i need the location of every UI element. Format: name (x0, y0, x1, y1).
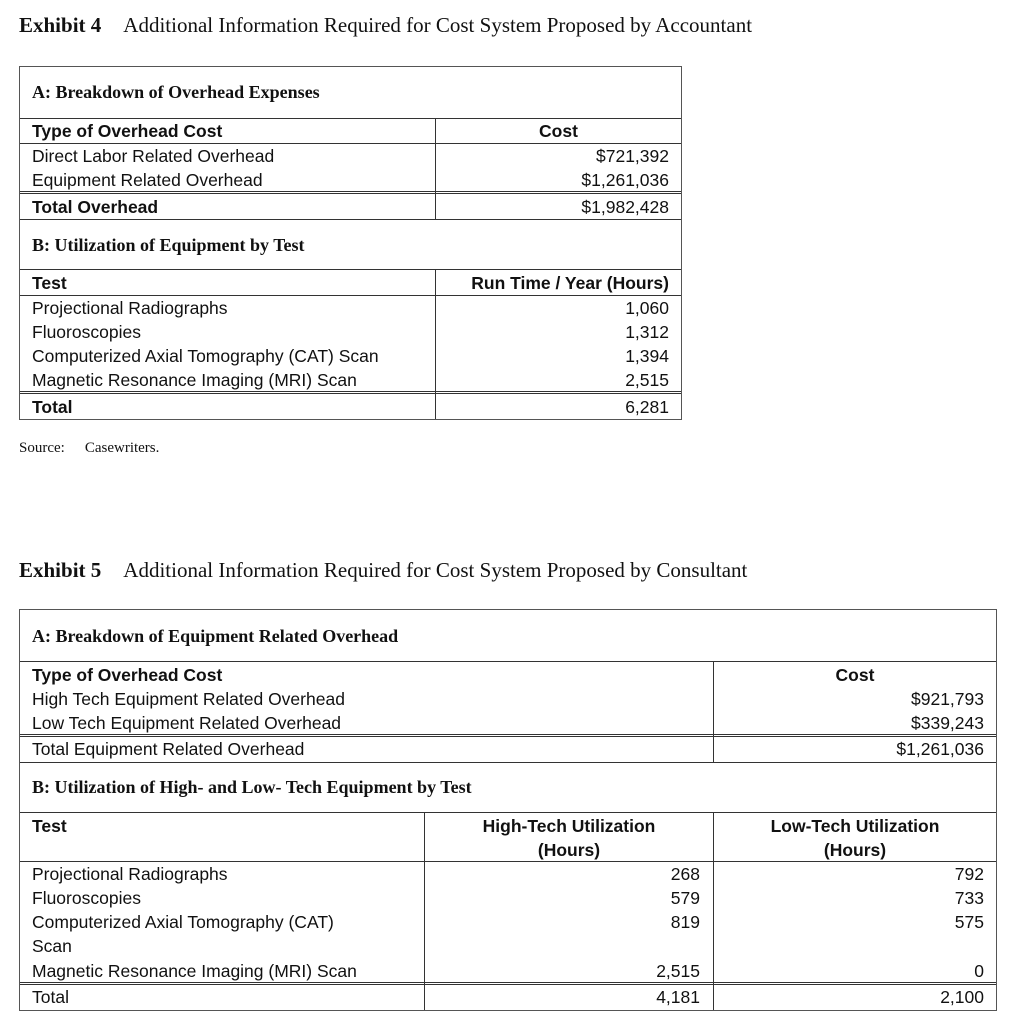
exhibit5-label: Exhibit 5 (19, 558, 102, 582)
exhibit5-A-total-value: $1,261,036 (896, 739, 984, 759)
exhibit4-B-row3-value: 1,394 (625, 346, 669, 366)
exhibit4-A-row1-value: $721,392 (596, 146, 669, 166)
exhibit5-A-col1-header: Type of Overhead Cost (32, 665, 223, 685)
exhibit4-sectionA-title: A: Breakdown of Overhead Expenses (32, 82, 320, 102)
exhibit5-B-col3-header-line1: Low-Tech Utilization (770, 816, 940, 836)
exhibit5-B-row3-name-line2: Scan (32, 936, 72, 956)
exhibit4-B-row3-name: Computerized Axial Tomography (CAT) Scan (32, 346, 379, 366)
exhibit5-B-row4-high: 2,515 (656, 961, 700, 981)
exhibit4-A-col2-header: Cost (539, 121, 578, 141)
exhibit4-A-col1-header: Type of Overhead Cost (32, 121, 223, 141)
exhibit4-B-total-name: Total (32, 397, 73, 417)
exhibit5-A-row1-name: High Tech Equipment Related Overhead (32, 689, 345, 709)
exhibit5-B-row2-name: Fluoroscopies (32, 888, 141, 908)
exhibit4-B-total-value: 6,281 (625, 397, 669, 417)
exhibit4-A-total-value: $1,982,428 (581, 197, 669, 217)
exhibit4-label: Exhibit 4 (19, 13, 102, 37)
exhibit5-B-col2-header-line2: (Hours) (537, 840, 601, 860)
exhibit4-B-row4-value: 2,515 (625, 370, 669, 390)
exhibit4-B-row1-name: Projectional Radiographs (32, 298, 228, 318)
exhibit5-heading (19, 558, 747, 583)
exhibit5-sectionA-title: A: Breakdown of Equipment Related Overhead (32, 626, 399, 646)
exhibit5-B-row2-high: 579 (670, 888, 700, 908)
exhibit4-B-row2-name: Fluoroscopies (32, 322, 141, 342)
exhibit5-B-row4-low: 0 (974, 961, 984, 981)
exhibit5-B-col1-header: Test (32, 816, 67, 836)
exhibit5-B-row1-low: 792 (954, 864, 984, 884)
exhibit5-A-row1-value: $921,793 (911, 689, 984, 709)
exhibit4-source (19, 440, 159, 457)
exhibit4-A-total-name: Total Overhead (32, 197, 159, 217)
exhibit5-A-row2-name: Low Tech Equipment Related Overhead (32, 713, 342, 733)
source-label: Source: (19, 440, 65, 456)
exhibit4-A-row1-name: Direct Labor Related Overhead (32, 146, 275, 166)
exhibit4-B-col1-header: Test (32, 273, 67, 293)
exhibit4-title: Additional Information Required for Cost System Proposed by Accountant (123, 13, 753, 37)
exhibit5-B-col3-header-line2: (Hours) (823, 840, 887, 860)
exhibit5-A-row2-value: $339,243 (911, 713, 984, 733)
exhibit5-sectionB-title: B: Utilization of High- and Low- Tech Equipment by Test (32, 777, 472, 797)
exhibit5-B-total-low: 2,100 (940, 987, 984, 1007)
exhibit5-title: Additional Information Required for Cost System Proposed by Consultant (123, 558, 748, 582)
exhibit4-B-col2-header: Run Time / Year (Hours) (471, 273, 669, 293)
exhibit5-B-total-name: Total (32, 987, 69, 1007)
exhibit5-B-total-high: 4,181 (656, 987, 700, 1007)
exhibit5-B-row4-name: Magnetic Resonance Imaging (MRI) Scan (32, 961, 357, 981)
source-value: Casewriters. (84, 440, 160, 456)
exhibit4-B-row1-value: 1,060 (625, 298, 669, 318)
exhibit4-A-row2-name: Equipment Related Overhead (32, 170, 263, 190)
exhibit4-sectionB-title: B: Utilization of Equipment by Test (32, 235, 305, 255)
exhibit5-A-total-name: Total Equipment Related Overhead (32, 739, 305, 759)
exhibit5-B-row2-low: 733 (954, 888, 984, 908)
exhibit5-B-row1-name: Projectional Radiographs (32, 864, 228, 884)
exhibit4-B-row2-value: 1,312 (625, 322, 669, 342)
exhibit5-B-row3-low: 575 (954, 912, 984, 932)
exhibit5-A-col2-header: Cost (835, 665, 875, 685)
exhibit5-B-row1-high: 268 (670, 864, 700, 884)
exhibit5-B-row3-name-line1: Computerized Axial Tomography (CAT) (32, 912, 334, 932)
exhibit5-B-col2-header-line1: High-Tech Utilization (482, 816, 656, 836)
exhibit5-B-row3-high: 819 (670, 912, 700, 932)
exhibit4-A-row2-value: $1,261,036 (581, 170, 669, 190)
exhibit4-heading (19, 13, 752, 38)
exhibit4-B-row4-name: Magnetic Resonance Imaging (MRI) Scan (32, 370, 357, 390)
